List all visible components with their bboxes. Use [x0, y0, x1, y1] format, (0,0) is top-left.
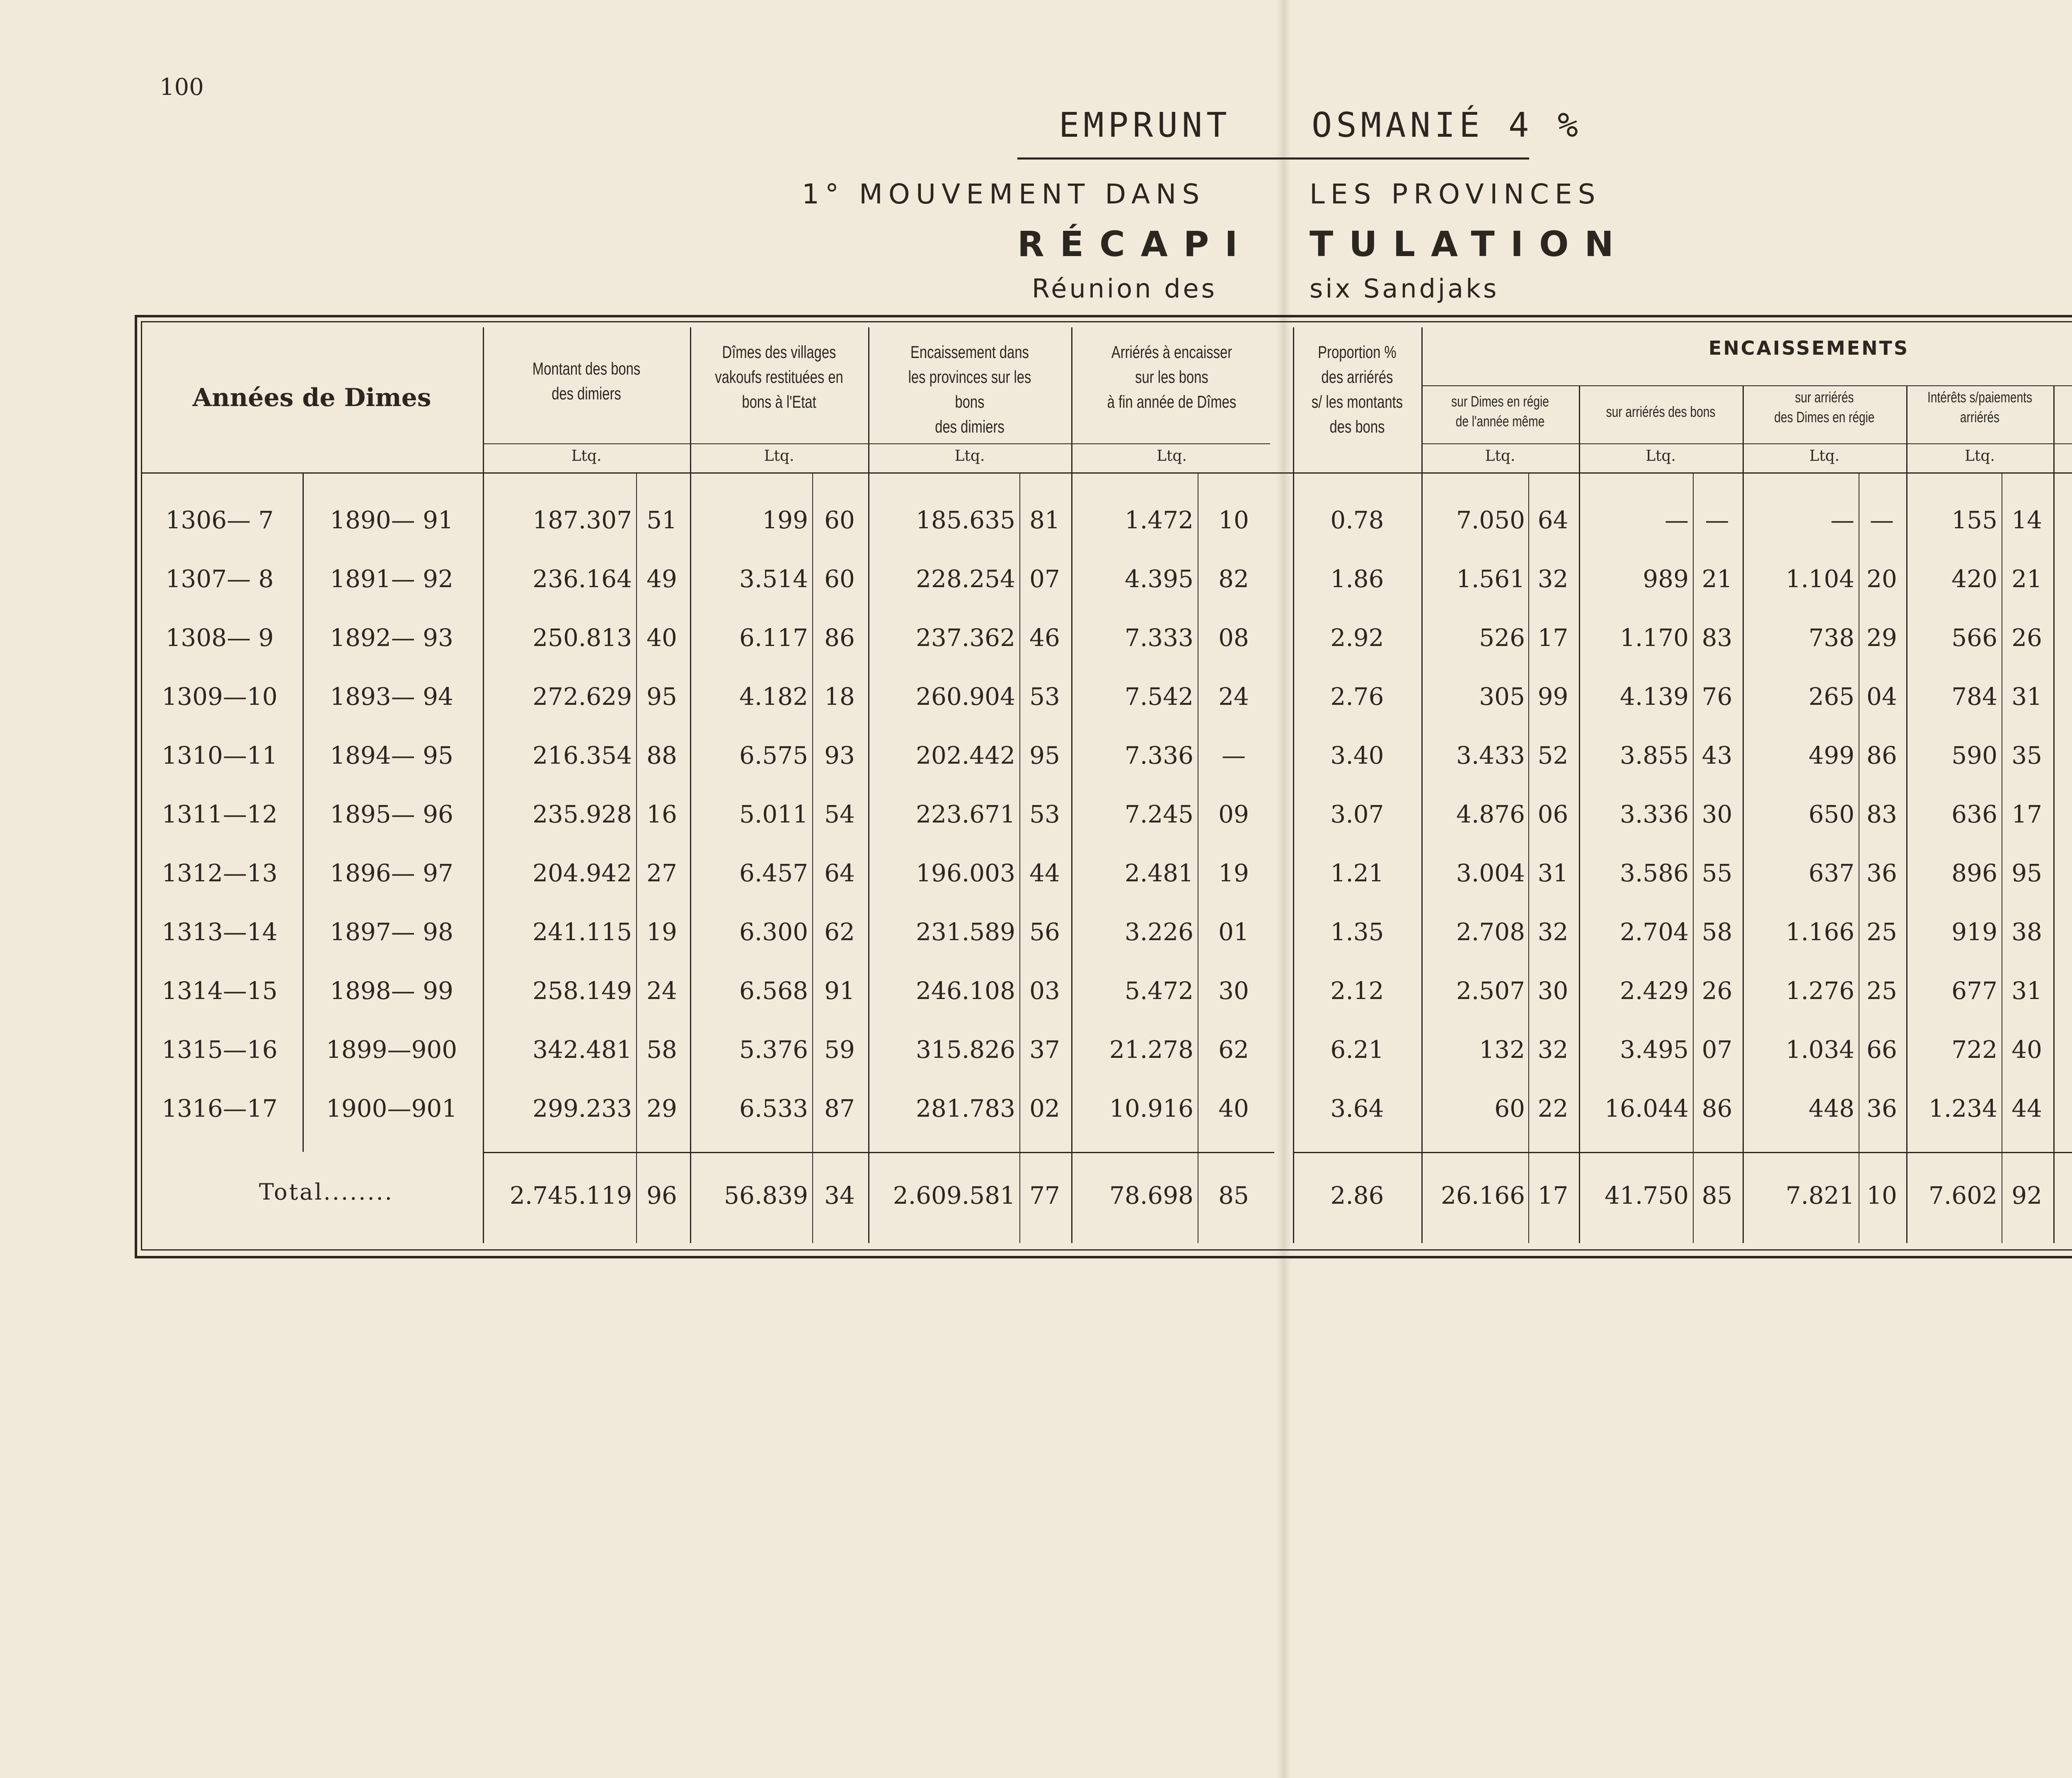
sur-dimes-piastres: 52 — [1537, 741, 1569, 769]
unit-interets: Ltq. — [1965, 448, 1995, 464]
sur-dimes-piastres: 32 — [1537, 918, 1569, 946]
divers-units — [2055, 856, 2072, 890]
montant-piastres: 29 — [646, 1094, 677, 1122]
vline-4 — [1071, 327, 1072, 1243]
interets-piastres: 44 — [2011, 1094, 2042, 1122]
proportion: 3.07 — [1330, 800, 1384, 828]
encaissement-piastres: 46 — [1029, 624, 1060, 652]
unit-sur-arrieres-regie: Ltq. — [1809, 448, 1840, 464]
unit-montant: Ltq. — [571, 448, 602, 464]
encaissement-piastres: 53 — [1029, 800, 1060, 828]
arrieres-units: 1.472 — [1124, 506, 1193, 534]
interets-units: 896 — [1951, 859, 1997, 887]
dimes-villages-piastres: 64 — [824, 859, 855, 887]
hegira-year: 1308— 9 — [165, 624, 274, 652]
arrieres-units: 21.278 — [1109, 1035, 1193, 1064]
sur-dimes-piastres: 32 — [1537, 565, 1569, 593]
movement-left: 1° MOUVEMENT DANS — [802, 178, 1205, 210]
divers-units — [2055, 562, 2072, 595]
encaissement-units: 196.003 — [916, 859, 1015, 887]
hegira-year: 1312—13 — [162, 859, 278, 887]
interets-units: 919 — [1951, 918, 1997, 946]
vline-8 — [1743, 385, 1744, 1243]
sur-arrieres-regie-units: 1.034 — [1785, 1035, 1854, 1064]
dimes-villages-units: 6.300 — [739, 918, 808, 946]
arrieres-units: 7.245 — [1124, 800, 1193, 828]
sur-dimes-units: 2.507 — [1456, 977, 1525, 1005]
sur-dimes-piastres: 17 — [1537, 1181, 1569, 1210]
dimes-villages-piastres: 62 — [824, 918, 855, 946]
encaissement-units: 246.108 — [916, 977, 1015, 1005]
montant-units: 187.307 — [533, 506, 632, 534]
montant-piastres: 27 — [646, 859, 677, 887]
unit-line-left — [483, 443, 1270, 444]
movement-right: LES PROVINCES — [1310, 178, 1601, 210]
dimes-villages-units: 4.182 — [739, 682, 808, 711]
arrieres-units: 5.472 — [1124, 977, 1193, 1005]
header-arrieres: Arriérés à encaisser sur les bons à fin année de Dîmes — [1107, 342, 1237, 411]
interets-piastres: 14 — [2011, 506, 2042, 534]
sur-arrieres-bons-piastres: 55 — [1702, 859, 1733, 887]
interets-units: 722 — [1951, 1035, 1997, 1064]
interets-piastres: 17 — [2011, 800, 2042, 828]
dimes-villages-units: 56.839 — [724, 1181, 808, 1210]
dimes-villages-piastres: 34 — [824, 1181, 855, 1210]
montant-units: 342.481 — [533, 1035, 632, 1064]
arrieres-piastres: 40 — [1218, 1094, 1249, 1122]
encaissement-units: 2.609.581 — [893, 1181, 1015, 1210]
reunion-right: six Sandjaks — [1310, 273, 1499, 304]
dimes-villages-units: 5.011 — [739, 800, 808, 828]
hegira-year: 1307— 8 — [165, 565, 274, 593]
hegira-year: 1306— 7 — [165, 506, 274, 534]
encaissement-piastres: 81 — [1029, 506, 1060, 534]
gregorian-year: 1900—901 — [326, 1094, 457, 1122]
proportion: 0.78 — [1330, 506, 1384, 534]
arrieres-units: 7.336 — [1124, 741, 1193, 769]
sur-arrieres-regie-piastres: — — [1870, 506, 1894, 534]
gregorian-year: 1898— 99 — [330, 977, 453, 1005]
sur-dimes-piastres: 64 — [1537, 506, 1569, 534]
header-encaissements: ENCAISSEMENTS — [1708, 337, 1910, 359]
sur-arrieres-bons-piastres: 07 — [1702, 1035, 1733, 1064]
interets-units: 7.602 — [1928, 1181, 1997, 1210]
proportion: 1.21 — [1330, 859, 1384, 887]
arrieres-units: 7.542 — [1124, 682, 1193, 711]
sur-dimes-units: 4.876 — [1456, 800, 1525, 828]
interets-piastres: 26 — [2011, 624, 2042, 652]
sur-arrieres-bons-piastres: 26 — [1702, 977, 1733, 1005]
gregorian-year: 1894— 95 — [330, 741, 453, 769]
arrieres-piastres: 82 — [1218, 565, 1249, 593]
vline-5 — [1293, 327, 1294, 1243]
dimes-villages-piastres: 60 — [824, 506, 855, 534]
interets-piastres: 21 — [2011, 565, 2042, 593]
dimes-villages-units: 6.575 — [739, 741, 808, 769]
arrieres-units: 4.395 — [1124, 565, 1193, 593]
arrieres-units: 10.916 — [1109, 1094, 1193, 1122]
arrieres-piastres: 01 — [1218, 918, 1249, 946]
sur-arrieres-bons-units: 1.170 — [1619, 624, 1689, 652]
sur-dimes-piastres: 32 — [1537, 1035, 1569, 1064]
sur-dimes-piastres: 99 — [1537, 682, 1569, 711]
sur-arrieres-regie-units: 637 — [1808, 859, 1854, 887]
dimes-villages-piastres: 91 — [824, 977, 855, 1005]
sur-arrieres-regie-piastres: 86 — [1866, 741, 1897, 769]
title-right: OSMANIÉ 4 % — [1312, 106, 1583, 145]
reunion-left: Réunion des — [1032, 273, 1217, 304]
encaissement-piastres: 95 — [1029, 741, 1060, 769]
arrieres-piastres: — — [1222, 741, 1246, 769]
sur-arrieres-bons-units: 2.429 — [1619, 977, 1689, 1005]
sur-arrieres-bons-units: 3.855 — [1619, 741, 1689, 769]
interets-units: 566 — [1951, 624, 1997, 652]
sur-arrieres-regie-piastres: 66 — [1866, 1035, 1897, 1064]
sur-arrieres-bons-piastres: 43 — [1702, 741, 1733, 769]
montant-units: 272.629 — [533, 682, 632, 711]
sur-arrieres-regie-piastres: 29 — [1866, 624, 1897, 652]
interets-units: 420 — [1951, 565, 1997, 593]
montant-piastres: 19 — [646, 918, 677, 946]
encaissement-piastres: 07 — [1029, 565, 1060, 593]
header-sur-dimes: sur Dimes en régie de l'année même — [1451, 393, 1549, 430]
arrieres-piastres: 09 — [1218, 800, 1249, 828]
sur-arrieres-regie-piastres: 36 — [1866, 859, 1897, 887]
encaissement-piastres: 77 — [1029, 1181, 1060, 1210]
encaissement-units: 223.671 — [916, 800, 1015, 828]
sur-arrieres-bons-units: 3.495 — [1619, 1035, 1689, 1064]
vline-10 — [2053, 385, 2055, 1243]
montant-piastres: 40 — [646, 624, 677, 652]
encaissement-units: 228.254 — [916, 565, 1015, 593]
encaissement-piastres: 37 — [1029, 1035, 1060, 1064]
montant-piastres: 24 — [646, 977, 677, 1005]
encaissement-units: 231.589 — [916, 918, 1015, 946]
unit-dimes: Ltq. — [764, 448, 794, 464]
hegira-year: 1315—16 — [162, 1035, 278, 1064]
montant-units: 258.149 — [533, 977, 632, 1005]
unit-arrieres: Ltq. — [1157, 448, 1187, 464]
sur-arrieres-bons-piastres: 30 — [1702, 800, 1733, 828]
montant-piastres: 49 — [646, 565, 677, 593]
arrieres-piastres: 85 — [1218, 1181, 1249, 1210]
sur-arrieres-bons-piastres: 21 — [1702, 565, 1733, 593]
sur-arrieres-bons-units: 4.139 — [1619, 682, 1689, 711]
sur-dimes-piastres: 22 — [1537, 1094, 1569, 1122]
sur-dimes-units: 26.166 — [1441, 1181, 1525, 1210]
gregorian-year: 1895— 96 — [330, 800, 453, 828]
divers-units — [2055, 739, 2072, 772]
proportion: 2.76 — [1330, 682, 1384, 711]
montant-units: 2.745.119 — [509, 1181, 632, 1210]
proportion: 2.12 — [1330, 977, 1384, 1005]
sur-dimes-units: 2.708 — [1456, 918, 1525, 946]
sur-arrieres-regie-units: — — [1830, 506, 1854, 534]
encaissement-piastres: 53 — [1029, 682, 1060, 711]
sur-arrieres-bons-units: 2.704 — [1619, 918, 1689, 946]
sur-dimes-units: 60 — [1494, 1094, 1525, 1122]
sur-arrieres-bons-piastres: 83 — [1702, 624, 1733, 652]
header-annees: Années de Dimes — [192, 383, 431, 412]
sur-arrieres-regie-units: 1.276 — [1785, 977, 1854, 1005]
interets-units: 636 — [1951, 800, 1997, 828]
header-sur-arrieres-bons: sur arriérés des bons — [1606, 403, 1716, 420]
interets-piastres: 31 — [2011, 682, 2042, 711]
proportion: 3.40 — [1330, 741, 1384, 769]
arrieres-units: 3.226 — [1124, 918, 1193, 946]
vline-1 — [483, 327, 484, 1243]
dimes-villages-units: 199 — [762, 506, 808, 534]
sur-arrieres-regie-units: 650 — [1808, 800, 1854, 828]
page-number-left: 100 — [160, 74, 204, 101]
encaissement-units: 260.904 — [916, 682, 1015, 711]
gregorian-year: 1891— 92 — [330, 565, 453, 593]
unit-line-right — [1421, 443, 2072, 444]
sur-arrieres-bons-units: — — [1665, 506, 1689, 534]
total-line-left — [483, 1152, 1274, 1153]
dimes-villages-units: 6.533 — [739, 1094, 808, 1122]
gregorian-year: 1892— 93 — [330, 624, 453, 652]
proportion: 6.21 — [1330, 1035, 1384, 1064]
hegira-year: 1311—12 — [162, 800, 278, 828]
title-rule — [1017, 157, 1529, 160]
proportion: 1.35 — [1330, 918, 1384, 946]
divers-units — [2055, 1033, 2072, 1066]
montant-units: 236.164 — [533, 565, 632, 593]
arrieres-piastres: 24 — [1218, 682, 1249, 711]
hegira-year: 1316—17 — [162, 1094, 278, 1122]
sur-arrieres-regie-units: 499 — [1808, 741, 1854, 769]
sur-dimes-units: 7.050 — [1456, 506, 1525, 534]
sur-dimes-piastres: 31 — [1537, 859, 1569, 887]
hegira-year: 1310—11 — [162, 741, 278, 769]
interets-units: 677 — [1951, 977, 1997, 1005]
unit-sur-arrieres-bons: Ltq. — [1646, 448, 1676, 464]
arrieres-piastres: 62 — [1218, 1035, 1249, 1064]
unit-encaissement: Ltq. — [954, 448, 985, 464]
arrieres-piastres: 08 — [1218, 624, 1249, 652]
divers-units — [2055, 503, 2072, 537]
sur-arrieres-bons-piastres: 58 — [1702, 918, 1733, 946]
sur-arrieres-bons-units: 41.750 — [1605, 1181, 1689, 1210]
recap-right: TULATION — [1310, 224, 1629, 264]
sur-arrieres-regie-units: 1.166 — [1785, 918, 1854, 946]
dimes-villages-piastres: 93 — [824, 741, 855, 769]
sur-dimes-piastres: 06 — [1537, 800, 1569, 828]
total-line-right — [1293, 1152, 2072, 1153]
sur-dimes-units: 305 — [1479, 682, 1525, 711]
sur-arrieres-regie-units: 448 — [1808, 1094, 1854, 1122]
divers-units — [2055, 915, 2072, 948]
vline-9 — [1906, 385, 1907, 1243]
encaissement-piastres: 56 — [1029, 918, 1060, 946]
header-montant: Montant des bons des dimiers — [532, 359, 641, 403]
gregorian-year: 1890— 91 — [330, 506, 453, 534]
arrieres-units: 7.333 — [1124, 624, 1193, 652]
recap-left: RÉCAPI — [1017, 224, 1254, 264]
interets-piastres: 95 — [2011, 859, 2042, 887]
arrieres-units: 2.481 — [1124, 859, 1193, 887]
vline-6 — [1421, 327, 1423, 1243]
montant-units: 250.813 — [533, 624, 632, 652]
sur-arrieres-bons-units: 989 — [1643, 565, 1689, 593]
divers-units — [2055, 974, 2072, 1007]
proportion: 1.86 — [1330, 565, 1384, 593]
sur-dimes-piastres: 30 — [1537, 977, 1569, 1005]
proportion: 2.92 — [1330, 624, 1384, 652]
header-sur-arrieres-regie: sur arriérés des Dimes en régie — [1774, 389, 1875, 426]
sur-arrieres-regie-units: 738 — [1808, 624, 1854, 652]
encaissement-units: 202.442 — [916, 741, 1015, 769]
dimes-villages-units: 6.117 — [739, 624, 808, 652]
montant-units: 204.942 — [533, 859, 632, 887]
hegira-year: 1309—10 — [162, 682, 278, 711]
sur-dimes-units: 3.004 — [1456, 859, 1525, 887]
sur-arrieres-bons-piastres: 76 — [1702, 682, 1733, 711]
hegira-year: 1313—14 — [162, 918, 278, 946]
sur-arrieres-bons-units: 3.586 — [1619, 859, 1689, 887]
dimes-villages-units: 6.568 — [739, 977, 808, 1005]
divers-units — [2055, 1092, 2072, 1125]
dimes-villages-units: 3.514 — [739, 565, 808, 593]
header-encaissement: Encaissement dans les provinces sur les bons des dimiers — [908, 342, 1031, 436]
sur-arrieres-regie-piastres: 36 — [1866, 1094, 1897, 1122]
sur-arrieres-bons-piastres: 86 — [1702, 1094, 1733, 1122]
encaissement-piastres: 03 — [1029, 977, 1060, 1005]
encaissements-line — [1421, 385, 2072, 386]
encaissement-piastres: 02 — [1029, 1094, 1060, 1122]
title-left: EMPRUNT — [1059, 106, 1231, 145]
dimes-villages-units: 5.376 — [739, 1035, 808, 1064]
sur-dimes-units: 3.433 — [1456, 741, 1525, 769]
divers-units — [2055, 621, 2072, 654]
montant-piastres: 96 — [646, 1181, 677, 1210]
sur-arrieres-bons-units: 3.336 — [1619, 800, 1689, 828]
arrieres-piastres: 10 — [1218, 506, 1249, 534]
encaissement-piastres: 44 — [1029, 859, 1060, 887]
interets-units: 1.234 — [1928, 1094, 1997, 1122]
sur-arrieres-regie-piastres: 20 — [1866, 565, 1897, 593]
header-interets: Intérêts s/paiements arriérés — [1927, 389, 2032, 426]
sur-arrieres-bons-piastres: 85 — [1702, 1181, 1733, 1210]
vline-years — [303, 472, 304, 1152]
sur-dimes-piastres: 17 — [1537, 624, 1569, 652]
encaissement-units: 315.826 — [916, 1035, 1015, 1064]
dimes-villages-piastres: 54 — [824, 800, 855, 828]
gregorian-year: 1896— 97 — [330, 859, 453, 887]
unit-divers — [2055, 448, 2072, 464]
arrieres-piastres: 30 — [1218, 977, 1249, 1005]
sur-arrieres-regie-units: 1.104 — [1785, 565, 1854, 593]
sur-arrieres-regie-piastres: 83 — [1866, 800, 1897, 828]
encaissement-units: 281.783 — [916, 1094, 1015, 1122]
interets-piastres: 35 — [2011, 741, 2042, 769]
sur-dimes-units: 526 — [1479, 624, 1525, 652]
sur-arrieres-regie-piastres: 10 — [1866, 1181, 1897, 1210]
sur-arrieres-bons-piastres: — — [1705, 506, 1729, 534]
sur-dimes-units: 132 — [1479, 1035, 1525, 1064]
divers-units — [2055, 680, 2072, 713]
hegira-year: 1314—15 — [162, 977, 278, 1005]
montant-piastres: 51 — [646, 506, 677, 534]
interets-piastres: 40 — [2011, 1035, 2042, 1064]
montant-piastres: 58 — [646, 1035, 677, 1064]
montant-piastres: 16 — [646, 800, 677, 828]
dimes-villages-piastres: 60 — [824, 565, 855, 593]
proportion: 3.64 — [1330, 1094, 1384, 1122]
sur-dimes-units: 1.561 — [1456, 565, 1525, 593]
dimes-villages-piastres: 18 — [824, 682, 855, 711]
montant-units: 241.115 — [533, 918, 632, 946]
dimes-villages-units: 6.457 — [739, 859, 808, 887]
encaissement-units: 237.362 — [916, 624, 1015, 652]
header-bottom-line — [141, 472, 2072, 474]
gregorian-year: 1897— 98 — [330, 918, 453, 946]
dimes-villages-piastres: 59 — [824, 1035, 855, 1064]
montant-units: 299.233 — [533, 1094, 632, 1122]
montant-units: 235.928 — [533, 800, 632, 828]
gregorian-year: 1899—900 — [326, 1035, 457, 1064]
interets-units: 590 — [1951, 741, 1997, 769]
divers-units — [2055, 798, 2072, 831]
proportion: 2.86 — [1330, 1181, 1384, 1210]
arrieres-units: 78.698 — [1109, 1181, 1193, 1210]
sur-arrieres-regie-piastres: 25 — [1866, 977, 1897, 1005]
sur-arrieres-regie-piastres: 25 — [1866, 918, 1897, 946]
arrieres-piastres: 19 — [1218, 859, 1249, 887]
divers-units — [2055, 1179, 2072, 1212]
montant-piastres: 95 — [646, 682, 677, 711]
sur-arrieres-regie-units: 7.821 — [1785, 1181, 1854, 1210]
encaissement-units: 185.635 — [916, 506, 1015, 534]
vline-7 — [1579, 385, 1580, 1243]
unit-sur-dimes: Ltq. — [1485, 448, 1515, 464]
sur-arrieres-bons-units: 16.044 — [1605, 1094, 1689, 1122]
vline-2 — [690, 327, 691, 1243]
total-label: Total........ — [259, 1179, 394, 1205]
sur-arrieres-regie-piastres: 04 — [1866, 682, 1897, 711]
header-proportion: Proportion % des arriérés s/ les montants des bons — [1311, 342, 1403, 436]
interets-units: 784 — [1951, 682, 1997, 711]
interets-piastres: 38 — [2011, 918, 2042, 946]
interets-units: 155 — [1951, 506, 1997, 534]
vline-3 — [868, 327, 869, 1243]
header-dimes-villages: Dîmes des villages vakoufs restituées en bons à l'Etat — [715, 342, 843, 411]
montant-piastres: 88 — [646, 741, 677, 769]
sur-arrieres-regie-units: 265 — [1808, 682, 1854, 711]
dimes-villages-piastres: 86 — [824, 624, 855, 652]
dimes-villages-piastres: 87 — [824, 1094, 855, 1122]
montant-units: 216.354 — [533, 741, 632, 769]
gregorian-year: 1893— 94 — [330, 682, 453, 711]
interets-piastres: 31 — [2011, 977, 2042, 1005]
interets-piastres: 92 — [2011, 1181, 2042, 1210]
